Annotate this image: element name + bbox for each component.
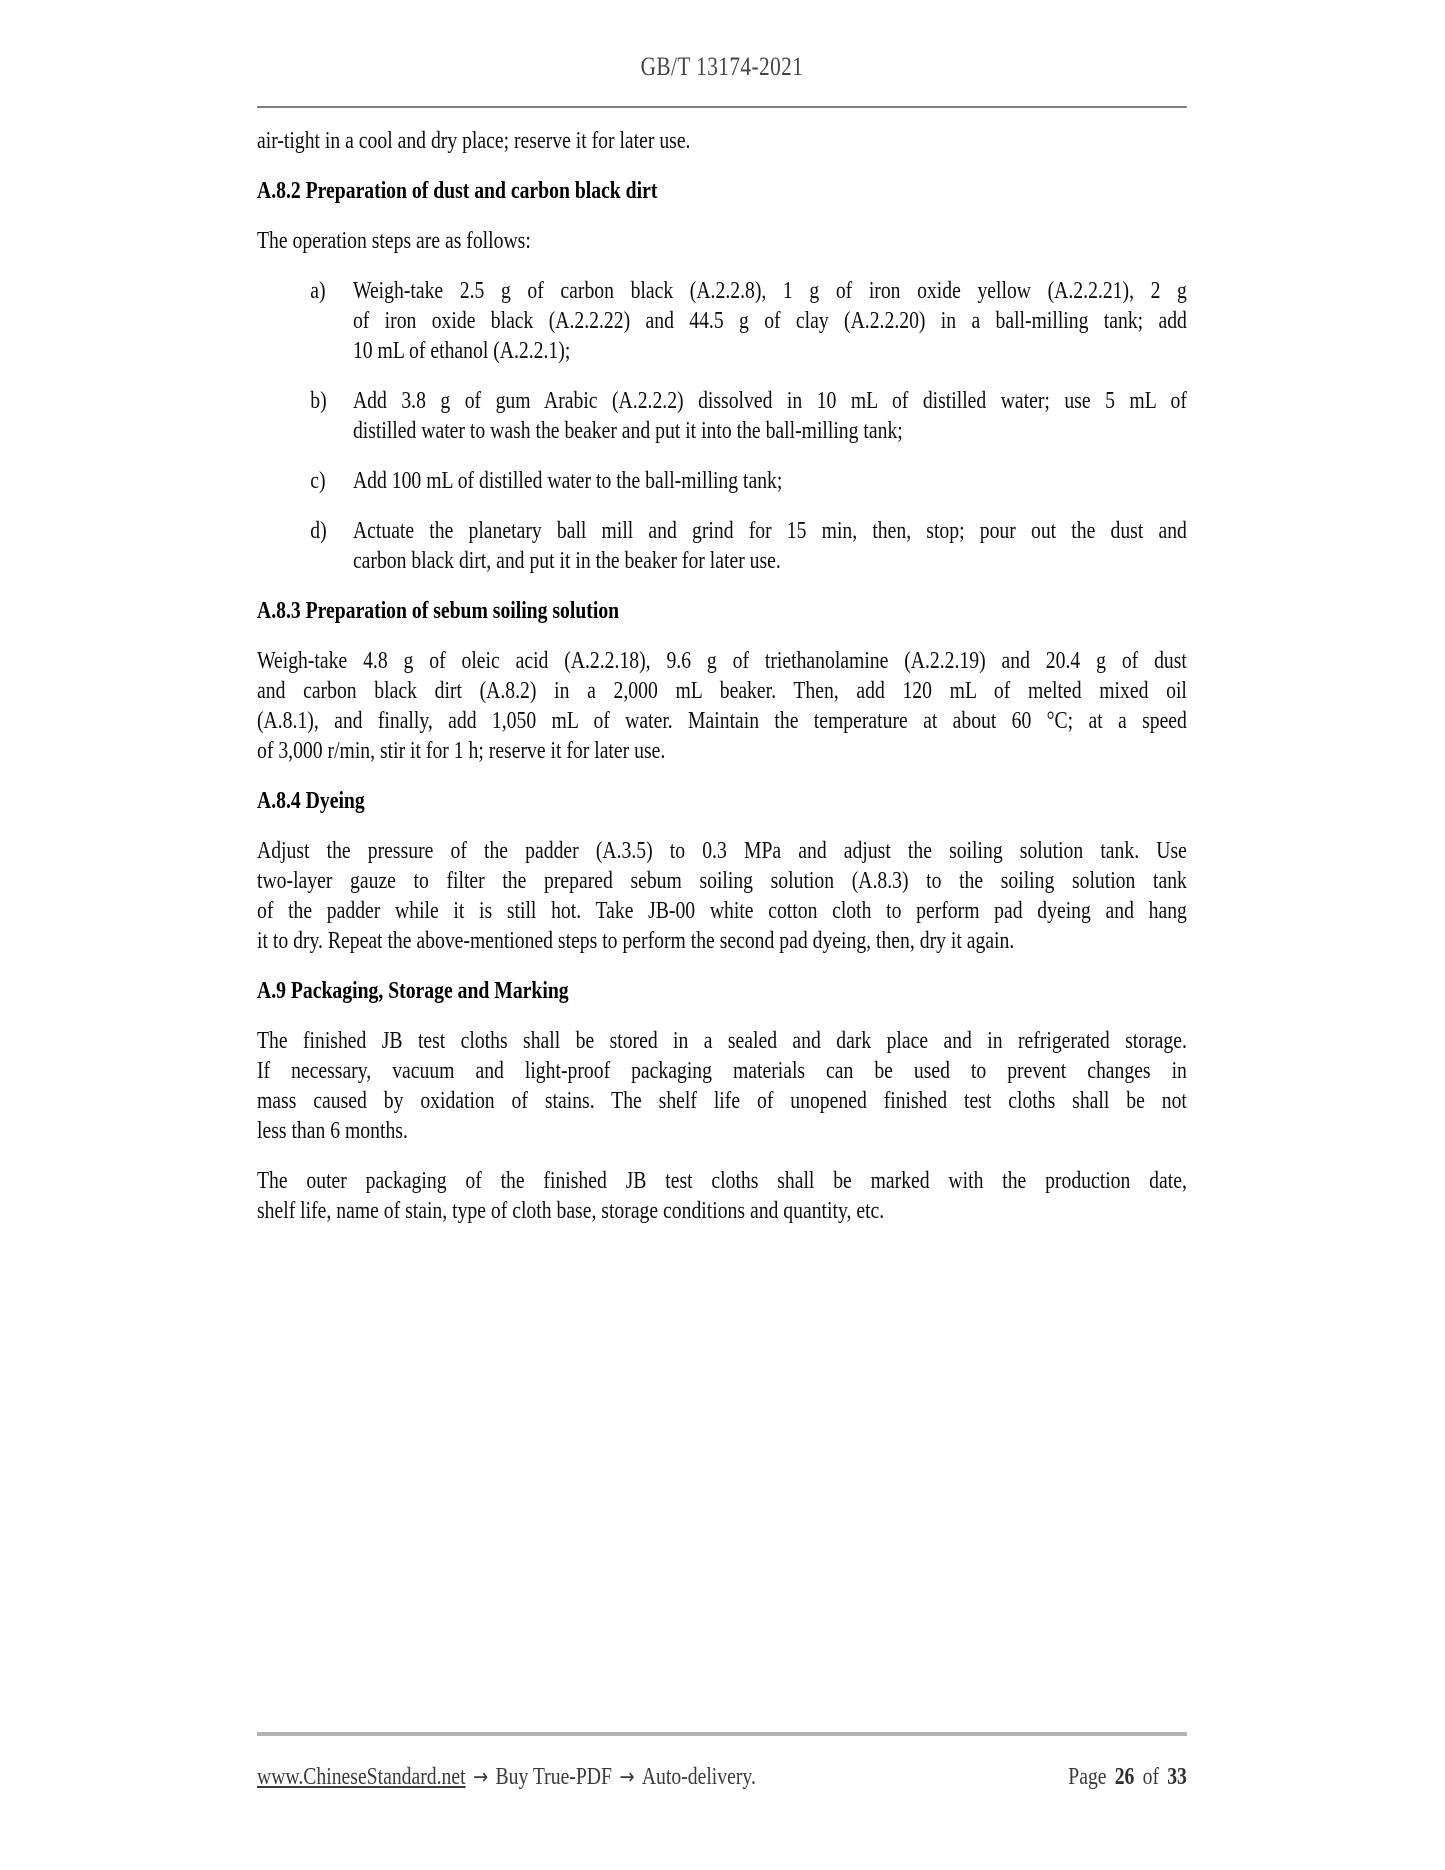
text-line: A.8.4 Dyeing	[257, 788, 365, 814]
list-item	[257, 466, 1187, 496]
text-line: it to dry. Repeat the above-mentioned steps to perform the second pad dyeing, then, dry it again.	[257, 928, 1015, 954]
text-line: distilled water to wash the beaker and put it into the ball-milling tank;	[352, 418, 903, 444]
right-arrow-icon: →	[472, 1765, 489, 1790]
list-marker: b)	[310, 388, 327, 414]
text-line: The finished JB test cloths shall be stored in a sealed and dark place and in refrigerated storage.	[257, 1028, 1187, 1054]
list-item	[257, 276, 1187, 366]
text-line: shelf life, name of stain, type of cloth base, storage conditions and quantity, etc.	[257, 1198, 885, 1224]
text-line: of iron oxide black (A.2.2.22) and 44.5 g of clay (A.2.2.20) in a ball-milling tank; add	[352, 308, 1187, 334]
text-line: The operation steps are as follows:	[257, 228, 531, 254]
page-indicator	[1068, 1762, 1187, 1792]
text-line: of the padder while it is still hot. Take JB-00 white cotton cloth to perform pad dyeing and hang	[257, 898, 1187, 924]
footer-action-buy: Buy True-PDF	[495, 1764, 612, 1790]
site-link[interactable]: www.ChineseStandard.net	[257, 1764, 466, 1790]
list-marker: c)	[310, 468, 326, 494]
text-line: (A.8.1), and finally, add 1,050 mL of water. Maintain the temperature at about 60 °C; at a speed	[257, 708, 1187, 734]
list-marker: a)	[310, 278, 326, 304]
list-item	[257, 516, 1187, 576]
text-line: carbon black dirt, and put it in the beaker for later use.	[352, 548, 781, 574]
text-line: air-tight in a cool and dry place; reserve it for later use.	[257, 128, 691, 154]
text-line: Adjust the pressure of the padder (A.3.5) to 0.3 MPa and adjust the soiling solution tank. Use	[257, 838, 1187, 864]
text-line: Weigh-take 4.8 g of oleic acid (A.2.2.18), 9.6 g of triethanolamine (A.2.2.19) and 20.4 g of dust	[257, 648, 1187, 674]
text-line: of 3,000 r/min, stir it for 1 h; reserve it for later use.	[257, 738, 666, 764]
page-word: Page	[1068, 1764, 1107, 1790]
footer-left	[257, 1762, 756, 1793]
page-content	[257, 0, 1187, 1870]
text-line: less than 6 months.	[257, 1118, 408, 1144]
footer-divider	[257, 1732, 1187, 1736]
text-line: Add 3.8 g of gum Arabic (A.2.2.2) dissolved in 10 mL of distilled water; use 5 mL of	[352, 388, 1187, 414]
paragraph	[257, 1026, 1187, 1146]
header-divider	[257, 106, 1187, 108]
text-line: two-layer gauze to filter the prepared sebum soiling solution (A.8.3) to the soiling solution tank	[257, 868, 1187, 894]
right-arrow-icon: →	[619, 1765, 635, 1790]
list-marker: d)	[310, 518, 327, 544]
document-body	[257, 126, 1187, 1226]
paragraph	[257, 836, 1187, 956]
section-heading	[257, 786, 1187, 816]
text-line: mass caused by oxidation of stains. The shelf life of unopened finished test cloths shall be not	[257, 1088, 1187, 1114]
paragraph	[257, 646, 1187, 766]
page-total: 33	[1167, 1764, 1187, 1790]
page-current: 26	[1114, 1764, 1135, 1790]
text-line: The outer packaging of the finished JB test cloths shall be marked with the production date,	[257, 1168, 1187, 1194]
text-line: A.9 Packaging, Storage and Marking	[257, 978, 569, 1004]
footer-action-delivery: Auto-delivery.	[641, 1764, 756, 1790]
section-heading	[257, 176, 1187, 206]
of-word: of	[1142, 1764, 1159, 1790]
paragraph	[257, 226, 1187, 256]
text-line: If necessary, vacuum and light-proof packaging materials can be used to prevent changes in	[257, 1058, 1187, 1084]
text-line: Add 100 mL of distilled water to the ball-milling tank;	[352, 468, 783, 494]
list-item	[257, 386, 1187, 446]
text-line: Actuate the planetary ball mill and grind for 15 min, then, stop; pour out the dust and	[352, 518, 1187, 544]
document-code: GB/T 13174-2021	[640, 52, 804, 81]
paragraph	[257, 1166, 1187, 1226]
text-line: and carbon black dirt (A.8.2) in a 2,000 mL beaker. Then, add 120 mL of melted mixed oil	[257, 678, 1187, 704]
section-heading	[257, 596, 1187, 626]
text-line: Weigh-take 2.5 g of carbon black (A.2.2.8), 1 g of iron oxide yellow (A.2.2.21), 2 g	[352, 278, 1187, 304]
text-line: 10 mL of ethanol (A.2.2.1);	[352, 338, 571, 364]
section-heading	[257, 976, 1187, 1006]
paragraph	[257, 126, 1187, 156]
text-line: A.8.3 Preparation of sebum soiling solution	[257, 598, 620, 624]
footer-row	[257, 1762, 1187, 1793]
text-line: A.8.2 Preparation of dust and carbon black dirt	[257, 178, 658, 204]
footer	[257, 1732, 1187, 1793]
